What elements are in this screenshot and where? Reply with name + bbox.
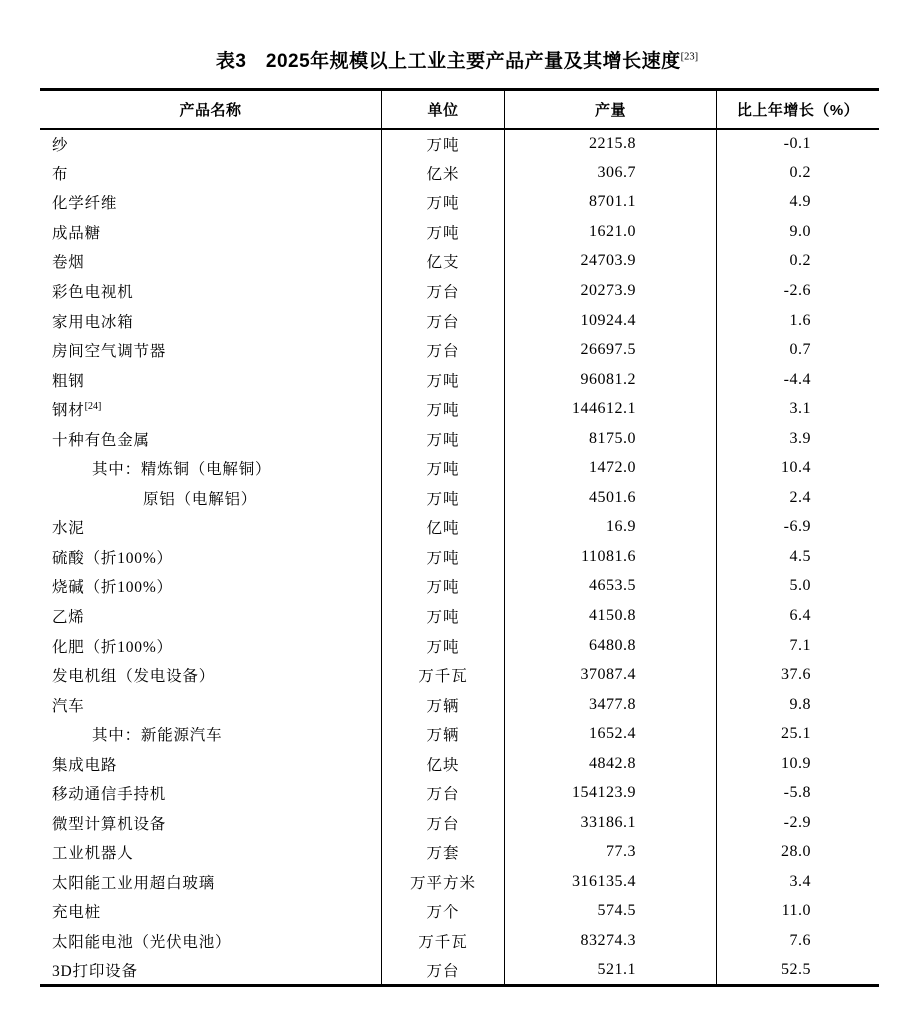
product-name: 乙烯 <box>52 609 85 627</box>
output-value-cell: 521.1 <box>505 956 717 986</box>
product-name: 其中：新能源汽车 <box>92 727 223 745</box>
product-name-cell <box>40 897 382 927</box>
table-header <box>40 90 879 129</box>
table-row <box>40 394 879 424</box>
product-name: 卷烟 <box>52 254 85 272</box>
growth-value-cell: -6.9 <box>717 513 880 543</box>
footnote-ref: [24] <box>84 401 102 413</box>
output-value-cell: 144612.1 <box>505 394 717 424</box>
table-row <box>40 779 879 809</box>
table-row <box>40 129 879 159</box>
growth-value-cell: 1.6 <box>717 306 880 336</box>
product-name-cell <box>40 394 382 424</box>
table-row <box>40 454 879 484</box>
unit-cell: 万辆 <box>382 719 505 749</box>
table-row <box>40 424 879 454</box>
growth-value-cell: -2.9 <box>717 808 880 838</box>
product-name: 彩色电视机 <box>52 284 134 301</box>
growth-value-cell: 0.2 <box>717 247 880 277</box>
unit-cell: 万吨 <box>382 631 505 661</box>
product-name-cell <box>40 956 382 986</box>
table-title <box>39 46 875 73</box>
unit-cell: 万千瓦 <box>382 926 505 956</box>
growth-value-cell: 5.0 <box>717 572 880 602</box>
table-row <box>40 276 879 306</box>
product-name-cell <box>40 808 382 838</box>
growth-value-cell: 10.4 <box>717 454 880 484</box>
product-name-cell <box>40 306 382 336</box>
product-name-cell <box>40 217 382 247</box>
table-row <box>40 956 879 986</box>
product-name-cell <box>40 926 382 956</box>
growth-value-cell: 9.8 <box>717 690 880 720</box>
product-name: 3D打印设备 <box>52 962 138 980</box>
output-value-cell: 574.5 <box>505 897 717 927</box>
product-name: 充电桩 <box>52 904 101 922</box>
product-name-cell <box>40 542 382 572</box>
industrial-products-table <box>40 88 879 987</box>
table-title-text: 表3 2025年规模以上工业主要产品产量及其增长速度 <box>215 51 681 72</box>
table-row <box>40 867 879 897</box>
unit-cell: 万台 <box>382 276 505 306</box>
output-value-cell: 3477.8 <box>505 690 717 720</box>
product-name: 纱 <box>52 136 69 154</box>
product-name-cell <box>40 690 382 720</box>
product-name: 移动通信手持机 <box>52 786 167 804</box>
table-row <box>40 513 879 543</box>
table-body <box>40 129 879 986</box>
growth-value-cell: 25.1 <box>717 719 880 749</box>
output-value-cell: 37087.4 <box>505 660 717 690</box>
unit-cell: 万台 <box>382 306 505 336</box>
unit-cell: 万吨 <box>382 454 505 484</box>
unit-cell: 万吨 <box>382 572 505 602</box>
product-name-cell <box>40 779 382 809</box>
unit-cell: 万吨 <box>382 365 505 395</box>
unit-cell: 亿吨 <box>382 513 505 543</box>
product-name-cell <box>40 276 382 306</box>
table-row <box>40 572 879 602</box>
table-row <box>40 158 879 188</box>
growth-value-cell: 52.5 <box>717 956 880 986</box>
output-value-cell: 1621.0 <box>505 217 717 247</box>
product-name: 成品糖 <box>52 224 101 242</box>
product-name-cell <box>40 247 382 277</box>
unit-cell: 万个 <box>382 897 505 927</box>
table-row <box>40 365 879 395</box>
product-name: 房间空气调节器 <box>52 343 167 361</box>
output-value-cell: 24703.9 <box>505 247 717 277</box>
product-name: 硫酸（折100%） <box>52 549 173 567</box>
unit-cell: 亿支 <box>382 247 505 277</box>
table-row <box>40 217 879 247</box>
product-name-cell <box>40 129 382 159</box>
growth-value-cell: 7.6 <box>717 926 880 956</box>
product-name: 工业机器人 <box>52 845 134 863</box>
table-row <box>40 749 879 779</box>
output-value-cell: 306.7 <box>505 158 717 188</box>
output-value-cell: 16.9 <box>505 513 717 543</box>
product-name: 化学纤维 <box>52 195 118 213</box>
column-header: 单位 <box>382 90 505 129</box>
table-row <box>40 631 879 661</box>
table-header-row <box>40 90 879 129</box>
product-name: 烧碱（折100%） <box>52 579 173 597</box>
product-name-cell <box>40 365 382 395</box>
table-row <box>40 897 879 927</box>
product-name-cell <box>40 483 382 513</box>
unit-cell: 万吨 <box>382 483 505 513</box>
growth-value-cell: 7.1 <box>717 631 880 661</box>
output-value-cell: 96081.2 <box>505 365 717 395</box>
table-row <box>40 247 879 277</box>
table-row <box>40 808 879 838</box>
column-header: 产量 <box>505 90 717 129</box>
unit-cell: 万台 <box>382 808 505 838</box>
table-row <box>40 335 879 365</box>
product-name-cell <box>40 188 382 218</box>
growth-value-cell: -5.8 <box>717 779 880 809</box>
product-name-cell <box>40 838 382 868</box>
product-name-cell <box>40 749 382 779</box>
product-name: 其中：精炼铜（电解铜） <box>92 461 272 479</box>
unit-cell: 万套 <box>382 838 505 868</box>
table-row <box>40 660 879 690</box>
growth-value-cell: 3.1 <box>717 394 880 424</box>
product-name: 家用电冰箱 <box>52 313 134 331</box>
output-value-cell: 6480.8 <box>505 631 717 661</box>
product-name: 太阳能电池（光伏电池） <box>52 934 232 952</box>
product-name-cell <box>40 454 382 484</box>
growth-value-cell: 0.2 <box>717 158 880 188</box>
product-name-cell <box>40 660 382 690</box>
output-value-cell: 4653.5 <box>505 572 717 602</box>
unit-cell: 万吨 <box>382 542 505 572</box>
table-row <box>40 601 879 631</box>
output-value-cell: 4501.6 <box>505 483 717 513</box>
unit-cell: 万吨 <box>382 188 505 218</box>
growth-value-cell: 4.9 <box>717 188 880 218</box>
product-name: 布 <box>52 165 69 183</box>
product-name: 十种有色金属 <box>52 431 150 449</box>
growth-value-cell: 28.0 <box>717 838 880 868</box>
table-row <box>40 926 879 956</box>
growth-value-cell: -4.4 <box>717 365 880 395</box>
column-header: 比上年增长（%） <box>717 90 880 129</box>
unit-cell: 万吨 <box>382 601 505 631</box>
output-value-cell: 8701.1 <box>505 188 717 218</box>
table-row <box>40 188 879 218</box>
product-name-cell <box>40 601 382 631</box>
output-value-cell: 26697.5 <box>505 335 717 365</box>
growth-value-cell: -0.1 <box>717 129 880 159</box>
table-row <box>40 690 879 720</box>
output-value-cell: 20273.9 <box>505 276 717 306</box>
output-value-cell: 77.3 <box>505 838 717 868</box>
product-name: 集成电路 <box>52 756 118 774</box>
unit-cell: 万吨 <box>382 217 505 247</box>
unit-cell: 万千瓦 <box>382 660 505 690</box>
output-value-cell: 33186.1 <box>505 808 717 838</box>
growth-value-cell: 37.6 <box>717 660 880 690</box>
unit-cell: 万台 <box>382 956 505 986</box>
output-value-cell: 4842.8 <box>505 749 717 779</box>
output-value-cell: 154123.9 <box>505 779 717 809</box>
product-name: 粗钢 <box>52 372 85 390</box>
unit-cell: 万台 <box>382 779 505 809</box>
product-name-cell <box>40 719 382 749</box>
unit-cell: 亿米 <box>382 158 505 188</box>
table-row <box>40 542 879 572</box>
product-name: 微型计算机设备 <box>52 815 167 833</box>
output-value-cell: 11081.6 <box>505 542 717 572</box>
growth-value-cell: -2.6 <box>717 276 880 306</box>
product-name-cell <box>40 158 382 188</box>
output-value-cell: 8175.0 <box>505 424 717 454</box>
product-name: 太阳能工业用超白玻璃 <box>52 874 216 892</box>
product-name-cell <box>40 867 382 897</box>
output-value-cell: 10924.4 <box>505 306 717 336</box>
unit-cell: 亿块 <box>382 749 505 779</box>
growth-value-cell: 2.4 <box>717 483 880 513</box>
growth-value-cell: 6.4 <box>717 601 880 631</box>
product-name: 钢材 <box>52 402 85 420</box>
output-value-cell: 2215.8 <box>505 129 717 159</box>
product-name-cell <box>40 572 382 602</box>
unit-cell: 万平方米 <box>382 867 505 897</box>
product-name-cell <box>40 424 382 454</box>
unit-cell: 万辆 <box>382 690 505 720</box>
product-name-cell <box>40 631 382 661</box>
product-name-cell <box>40 513 382 543</box>
growth-value-cell: 10.9 <box>717 749 880 779</box>
growth-value-cell: 11.0 <box>717 897 880 927</box>
growth-value-cell: 9.0 <box>717 217 880 247</box>
unit-cell: 万吨 <box>382 424 505 454</box>
column-header: 产品名称 <box>40 90 382 129</box>
table-title-footnote-ref: [23] <box>680 51 699 63</box>
growth-value-cell: 0.7 <box>717 335 880 365</box>
growth-value-cell: 3.4 <box>717 867 880 897</box>
table-row <box>40 306 879 336</box>
product-name: 原铝（电解铝） <box>143 490 258 508</box>
table-row <box>40 483 879 513</box>
table-row <box>40 838 879 868</box>
output-value-cell: 316135.4 <box>505 867 717 897</box>
product-name-cell <box>40 335 382 365</box>
output-value-cell: 4150.8 <box>505 601 717 631</box>
product-name: 发电机组（发电设备） <box>52 668 216 686</box>
unit-cell: 万吨 <box>382 394 505 424</box>
product-name: 化肥（折100%） <box>52 638 173 656</box>
output-value-cell: 1472.0 <box>505 454 717 484</box>
output-value-cell: 83274.3 <box>505 926 717 956</box>
table-row <box>40 719 879 749</box>
unit-cell: 万台 <box>382 335 505 365</box>
product-name: 汽车 <box>52 697 85 715</box>
growth-value-cell: 3.9 <box>717 424 880 454</box>
growth-value-cell: 4.5 <box>717 542 880 572</box>
output-value-cell: 1652.4 <box>505 719 717 749</box>
product-name: 水泥 <box>52 520 85 538</box>
unit-cell: 万吨 <box>382 129 505 159</box>
